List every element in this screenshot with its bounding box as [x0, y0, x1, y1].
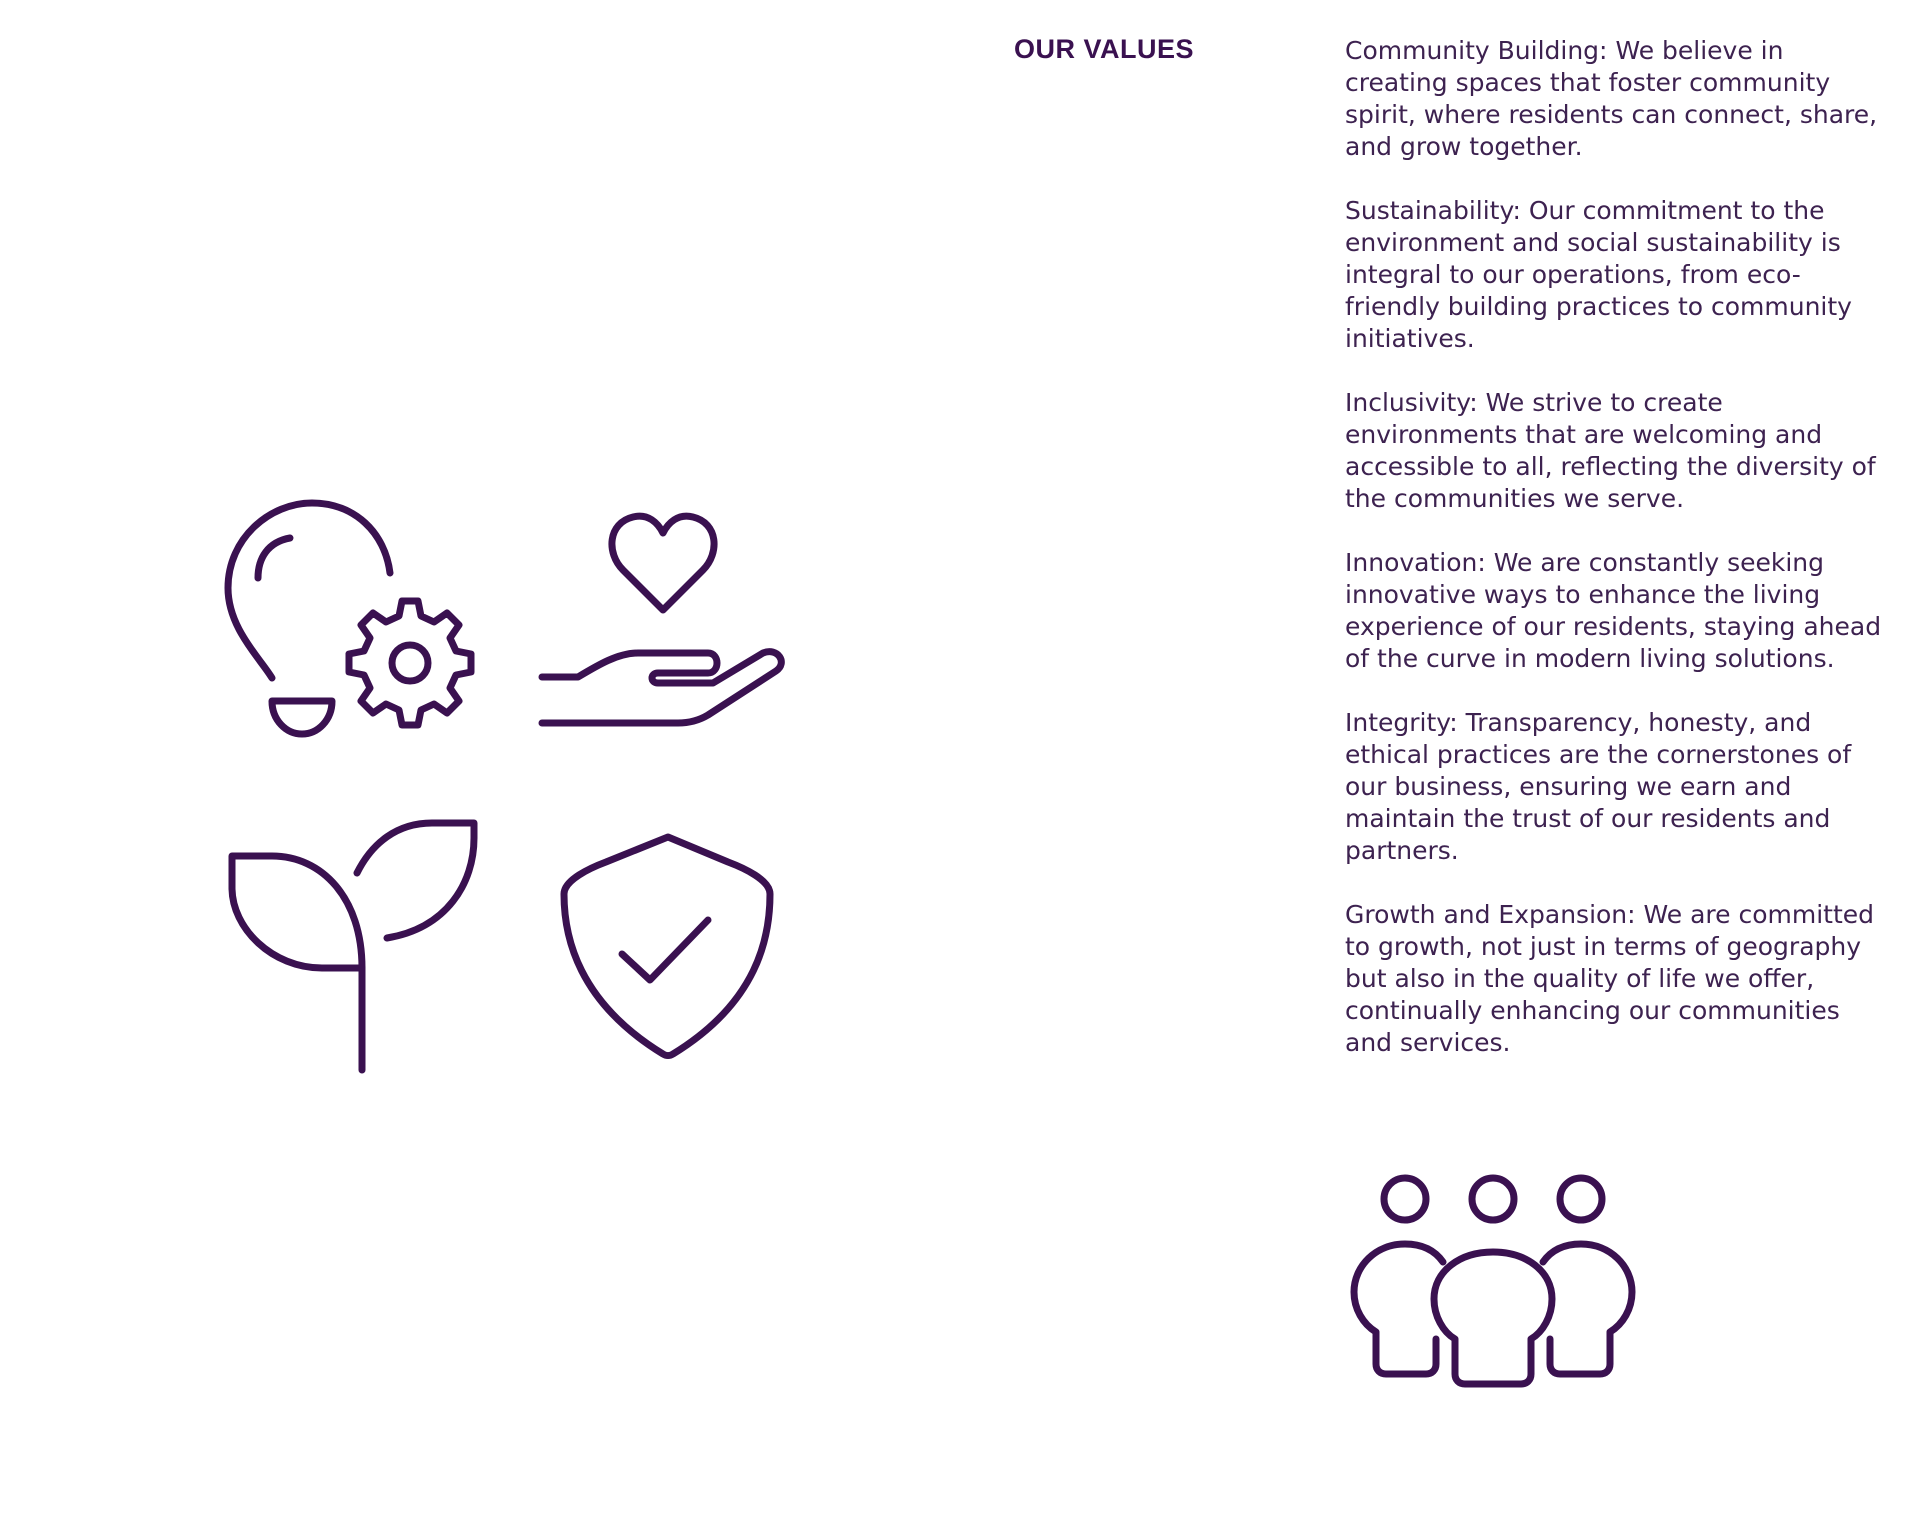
value-term: Sustainability: — [1345, 196, 1521, 225]
value-text: Transparency, honesty, and ethical practices are the cornerstones of our business, ensuring we earn and maintain the trust of our residents and partners. — [1345, 708, 1852, 865]
value-item-innovation — [1345, 547, 1885, 675]
value-item-growth-expansion — [1345, 899, 1885, 1059]
value-item-inclusivity — [1345, 387, 1885, 515]
value-term: Inclusivity: — [1345, 388, 1478, 417]
value-item-sustainability — [1345, 195, 1885, 355]
lightbulb-gear-icon — [220, 498, 480, 748]
value-term: Integrity: — [1345, 708, 1458, 737]
value-item-community-building — [1345, 35, 1885, 163]
value-text: We believe in creating spaces that foster community spirit, where residents can connect, share, and grow together. — [1345, 36, 1878, 161]
value-term: Community Building: — [1345, 36, 1608, 65]
value-text: We are constantly seeking innovative ways to enhance the living experience of our residents, staying ahead of the curve in modern living solutions. — [1345, 548, 1882, 673]
value-term: Innovation: — [1345, 548, 1486, 577]
values-list — [1345, 35, 1885, 1091]
value-text: We strive to create environments that are welcoming and accessible to all, reflecting the diversity of the communities we serve. — [1345, 388, 1876, 513]
value-item-integrity — [1345, 707, 1885, 867]
value-term: Growth and Expansion: — [1345, 900, 1636, 929]
value-text: Our commitment to the environment and social sustainability is integral to our operations, from eco-friendly building practices to community initiatives. — [1345, 196, 1852, 353]
value-text: We are committed to growth, not just in terms of geography but also in the quality of life we offer, continually enhancing our communities and services. — [1345, 900, 1875, 1057]
shield-check-icon — [558, 832, 778, 1062]
three-people-icon — [1348, 1174, 1638, 1384]
section-heading: OUR VALUES — [1014, 34, 1195, 64]
heart-in-hand-icon — [538, 505, 798, 735]
sprout-icon — [222, 818, 482, 1078]
